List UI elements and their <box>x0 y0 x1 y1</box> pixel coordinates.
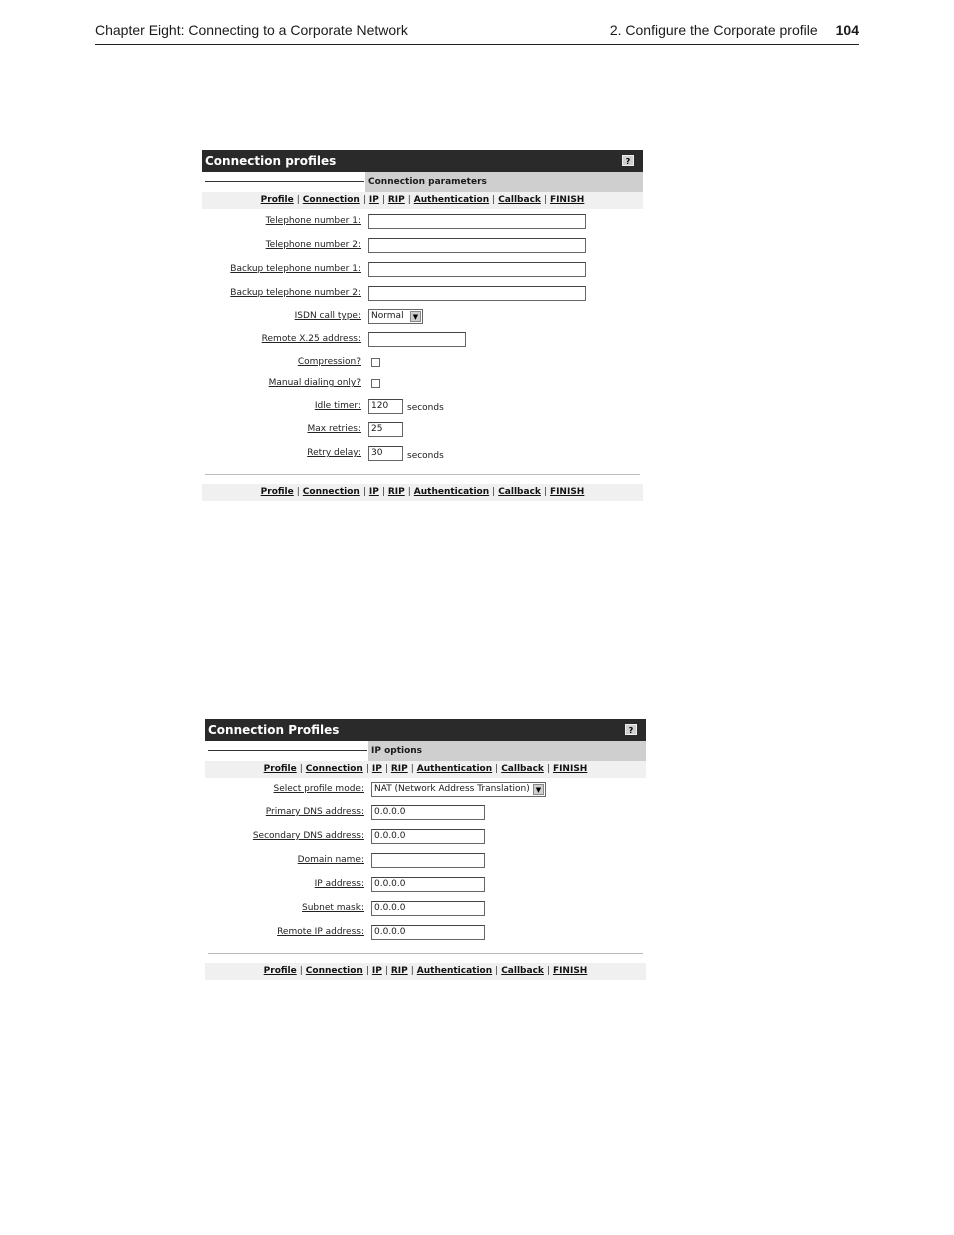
nav-link-finish[interactable]: FINISH <box>552 966 588 976</box>
page-number: 104 <box>835 22 859 38</box>
idle-timer-unit: seconds <box>407 403 444 413</box>
help-icon[interactable]: ? <box>625 724 637 735</box>
divider <box>205 474 640 475</box>
field-label: Telephone number 2: <box>265 240 361 250</box>
nav-links <box>264 764 588 774</box>
backup-telephone-1-row <box>202 262 361 280</box>
field-label: Remote IP address: <box>277 927 364 937</box>
remote-ip-row <box>205 925 364 943</box>
nav-separator: | <box>384 966 388 976</box>
connection-parameters-panel <box>202 150 643 502</box>
nav-link-authentication[interactable]: Authentication <box>416 764 493 774</box>
nav-separator: | <box>365 764 369 774</box>
nav-separator: | <box>546 764 550 774</box>
nav-separator: | <box>299 764 303 774</box>
nav-separator: | <box>299 966 303 976</box>
nav-link-rip[interactable]: RIP <box>387 487 405 497</box>
backup-telephone-2-row <box>202 286 361 304</box>
field-label: Subnet mask: <box>302 903 364 913</box>
retry-delay-unit: seconds <box>407 451 444 461</box>
nav-separator: | <box>495 764 499 774</box>
panel-title-bar <box>205 719 646 741</box>
nav-link-profile[interactable]: Profile <box>260 487 294 497</box>
dropdown-arrow-icon[interactable]: ▼ <box>533 784 544 795</box>
nav-separator: | <box>362 195 366 205</box>
nav-links <box>264 966 588 976</box>
field-label: Compression? <box>297 357 361 367</box>
help-icon[interactable]: ? <box>622 155 634 166</box>
nav-link-callback[interactable]: Callback <box>498 487 541 497</box>
telephone-number-2-row <box>202 238 361 256</box>
nav-separator: | <box>410 764 414 774</box>
manual-dialing-checkbox[interactable] <box>371 379 380 388</box>
section-heading: IP options <box>368 741 646 761</box>
compression-checkbox[interactable] <box>371 358 380 367</box>
field-label: Manual dialing only? <box>268 378 361 388</box>
subnet-mask-input[interactable]: 0.0.0.0 <box>371 901 485 916</box>
nav-link-profile[interactable]: Profile <box>263 966 297 976</box>
nav-link-rip[interactable]: RIP <box>387 195 405 205</box>
ip-address-input[interactable]: 0.0.0.0 <box>371 877 485 892</box>
ip-address-row <box>205 877 364 895</box>
select-value: Normal <box>371 311 404 321</box>
tab-divider-line <box>205 181 364 182</box>
isdn-call-type-row <box>202 309 361 327</box>
panel-title: Connection Profiles <box>208 723 340 737</box>
field-label: Remote X.25 address: <box>261 334 361 344</box>
compression-row <box>202 355 361 373</box>
nav-link-profile[interactable]: Profile <box>263 764 297 774</box>
nav-link-finish[interactable]: FINISH <box>552 764 588 774</box>
field-label: Domain name: <box>297 855 364 865</box>
backup-telephone-2-input[interactable] <box>368 286 586 301</box>
panel-title-bar <box>202 150 643 172</box>
nav-separator: | <box>492 487 496 497</box>
nav-link-finish[interactable]: FINISH <box>549 195 585 205</box>
nav-separator: | <box>407 195 411 205</box>
secondary-dns-row <box>205 829 364 847</box>
backup-telephone-1-input[interactable] <box>368 262 586 277</box>
nav-link-authentication[interactable]: Authentication <box>413 195 490 205</box>
nav-bar-bottom <box>205 963 646 980</box>
retry-delay-input[interactable]: 30 <box>368 446 403 461</box>
tab-divider-line <box>208 750 367 751</box>
profile-mode-row <box>205 782 364 800</box>
panel-title: Connection profiles <box>205 154 337 168</box>
telephone-number-1-input[interactable] <box>368 214 586 229</box>
remote-x25-row <box>202 332 361 350</box>
idle-timer-input[interactable]: 120 <box>368 399 403 414</box>
secondary-dns-input[interactable]: 0.0.0.0 <box>371 829 485 844</box>
nav-separator: | <box>296 487 300 497</box>
nav-link-rip[interactable]: RIP <box>390 966 408 976</box>
field-label: Primary DNS address: <box>265 807 364 817</box>
nav-link-connection[interactable]: Connection <box>305 764 363 774</box>
nav-separator: | <box>365 966 369 976</box>
nav-separator: | <box>407 487 411 497</box>
field-label: Telephone number 1: <box>265 216 361 226</box>
nav-link-callback[interactable]: Callback <box>501 764 544 774</box>
nav-link-callback[interactable]: Callback <box>501 966 544 976</box>
nav-link-rip[interactable]: RIP <box>390 764 408 774</box>
nav-separator: | <box>381 487 385 497</box>
nav-link-connection[interactable]: Connection <box>302 195 360 205</box>
isdn-call-type-select[interactable] <box>368 309 423 324</box>
nav-separator: | <box>296 195 300 205</box>
nav-link-connection[interactable]: Connection <box>305 966 363 976</box>
primary-dns-input[interactable]: 0.0.0.0 <box>371 805 485 820</box>
page-header <box>95 20 859 45</box>
nav-separator: | <box>492 195 496 205</box>
remote-x25-input[interactable] <box>368 332 466 347</box>
nav-link-ip[interactable]: IP <box>371 966 382 976</box>
ip-options-panel <box>205 719 646 983</box>
nav-separator: | <box>362 487 366 497</box>
nav-separator: | <box>546 966 550 976</box>
domain-name-row <box>205 853 364 871</box>
field-label: Backup telephone number 2: <box>230 288 361 298</box>
field-label: Retry delay: <box>307 448 361 458</box>
field-label: Max retries: <box>307 424 361 434</box>
nav-separator: | <box>543 195 547 205</box>
nav-separator: | <box>381 195 385 205</box>
max-retries-row <box>202 422 361 440</box>
field-label: Backup telephone number 1: <box>230 264 361 274</box>
profile-mode-select[interactable] <box>371 782 546 797</box>
nav-link-authentication[interactable]: Authentication <box>416 966 493 976</box>
field-label: ISDN call type: <box>294 311 361 321</box>
nav-link-finish[interactable]: FINISH <box>549 487 585 497</box>
nav-link-connection[interactable]: Connection <box>302 487 360 497</box>
nav-links <box>261 195 585 205</box>
telephone-number-1-row <box>202 214 361 232</box>
field-label: Secondary DNS address: <box>252 831 364 841</box>
nav-separator: | <box>384 764 388 774</box>
idle-timer-row <box>202 399 361 417</box>
nav-separator: | <box>410 966 414 976</box>
field-label: Select profile mode: <box>273 784 364 794</box>
manual-dialing-row <box>202 376 361 394</box>
nav-link-ip[interactable]: IP <box>368 487 379 497</box>
nav-bar-top <box>202 192 643 209</box>
domain-name-input[interactable] <box>371 853 485 868</box>
retry-delay-row <box>202 446 361 464</box>
nav-bar-top <box>205 761 646 778</box>
divider <box>208 953 643 954</box>
subnet-mask-row <box>205 901 364 919</box>
select-value: NAT (Network Address Translation) <box>374 784 530 794</box>
nav-link-authentication[interactable]: Authentication <box>413 487 490 497</box>
section-title: 2. Configure the Corporate profile <box>609 22 818 38</box>
nav-link-ip[interactable]: IP <box>368 195 379 205</box>
field-label: IP address: <box>314 879 364 889</box>
remote-ip-input[interactable]: 0.0.0.0 <box>371 925 485 940</box>
nav-separator: | <box>495 966 499 976</box>
section-title-wrap <box>610 22 859 38</box>
nav-link-profile[interactable]: Profile <box>260 195 294 205</box>
nav-links <box>261 487 585 497</box>
field-label: Idle timer: <box>314 401 361 411</box>
section-heading: Connection parameters <box>365 172 643 192</box>
nav-link-callback[interactable]: Callback <box>498 195 541 205</box>
nav-bar-bottom <box>202 484 643 501</box>
dropdown-arrow-icon[interactable]: ▼ <box>410 311 421 322</box>
telephone-number-2-input[interactable] <box>368 238 586 253</box>
nav-separator: | <box>543 487 547 497</box>
primary-dns-row <box>205 805 364 823</box>
chapter-title: Chapter Eight: Connecting to a Corporate Network <box>95 22 408 38</box>
nav-link-ip[interactable]: IP <box>371 764 382 774</box>
max-retries-input[interactable]: 25 <box>368 422 403 437</box>
